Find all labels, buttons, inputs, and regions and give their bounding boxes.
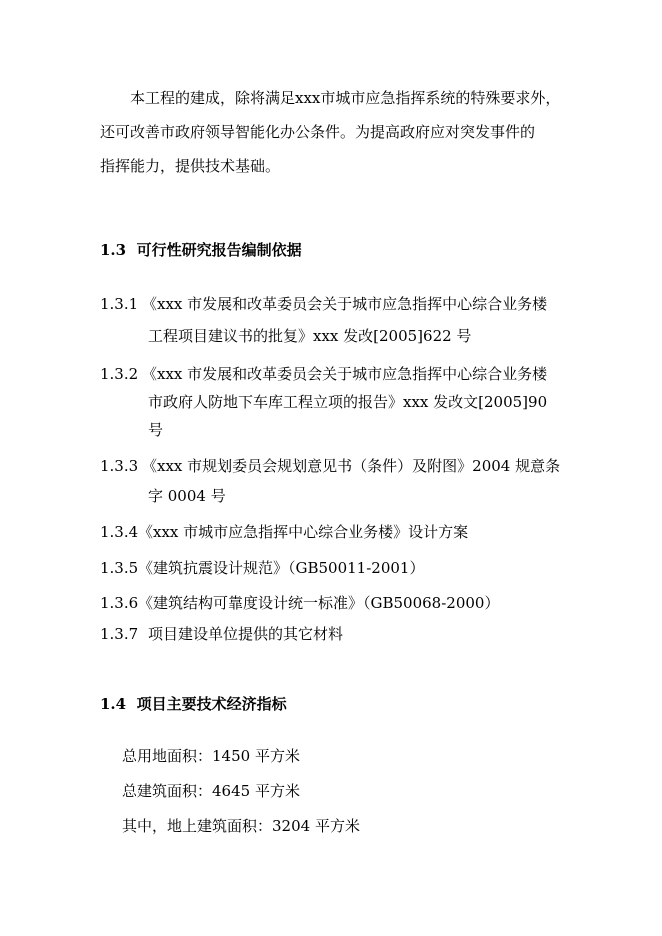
item-1-3-5-line-1: 《建筑抗震设计规范》（GB50011-2001） xyxy=(138,559,425,577)
item-1-3-3-line-1: 《xxx 市规划委员会规划意见书（条件）及附图》2004 规意条 xyxy=(142,457,561,475)
item-number-1-3-1: 1.3.1 xyxy=(100,295,139,313)
indicator-above-ground-area: 其中，地上建筑面积：3204 平方米 xyxy=(122,817,360,835)
section-1-4-heading xyxy=(100,694,287,714)
item-1-3-2-line-3: 号 xyxy=(148,421,164,439)
item-1-3-2-line-1: 《xxx 市发展和改革委员会关于城市应急指挥中心综合业务楼 xyxy=(142,365,548,383)
indicator-total-floor-area: 总建筑面积：4645 平方米 xyxy=(122,782,300,800)
section-title: 可行性研究报告编制依据 xyxy=(136,241,302,259)
item-number-1-3-3: 1.3.3 xyxy=(100,457,139,475)
item-number-1-3-4: 1.3.4 xyxy=(100,523,139,541)
section-1-3-heading xyxy=(100,240,302,260)
indicator-total-land-area: 总用地面积：1450 平方米 xyxy=(122,747,300,765)
section-title: 项目主要技术经济指标 xyxy=(136,695,287,713)
item-1-3-4-line-1: 《xxx 市城市应急指挥中心综合业务楼》设计方案 xyxy=(138,523,469,541)
section-number: 1.4 xyxy=(100,695,127,713)
item-number-1-3-7: 1.3.7 xyxy=(100,625,139,643)
item-1-3-3-line-2: 字 0004 号 xyxy=(148,487,226,505)
item-1-3-6-line-1: 《建筑结构可靠度设计统一标准》（GB50068-2000） xyxy=(138,594,500,612)
item-1-3-7-line-1: 项目建设单位提供的其它材料 xyxy=(148,625,344,643)
item-1-3-2-line-2: 市政府人防地下车库工程立项的报告》xxx 发改文[2005]90 xyxy=(148,393,548,411)
intro-line-2: 还可改善市政府领导智能化办公条件。为提高政府应对突发事件的 xyxy=(100,123,536,141)
item-number-1-3-6: 1.3.6 xyxy=(100,594,139,612)
intro-line-1: 本工程的建成，除将满足xxx市城市应急指挥系统的特殊要求外， xyxy=(130,89,561,107)
item-number-1-3-5: 1.3.5 xyxy=(100,559,139,577)
section-number: 1.3 xyxy=(100,241,127,259)
item-1-3-1-line-1: 《xxx 市发展和改革委员会关于城市应急指挥中心综合业务楼 xyxy=(142,295,548,313)
intro-line-3: 指挥能力，提供技术基础。 xyxy=(100,157,281,175)
item-number-1-3-2: 1.3.2 xyxy=(100,365,139,383)
item-1-3-1-line-2: 工程项目建议书的批复》xxx 发改[2005]622 号 xyxy=(148,327,472,345)
